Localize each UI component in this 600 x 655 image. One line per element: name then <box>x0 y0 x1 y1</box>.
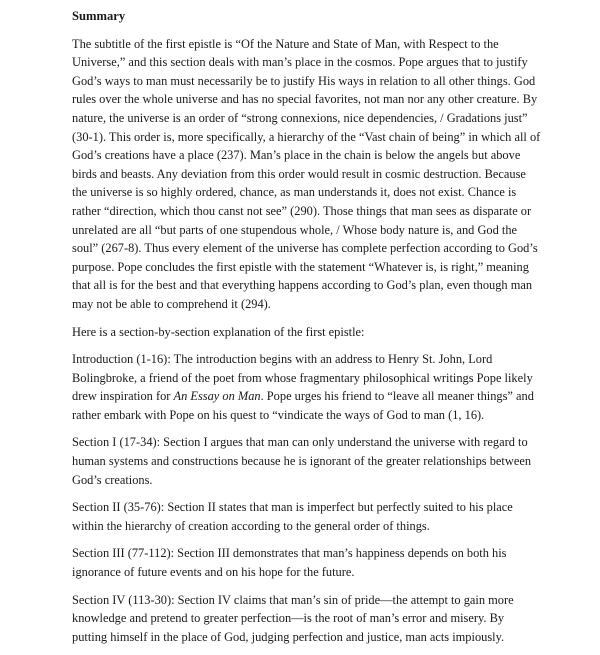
section-1-paragraph: Section I (17-34): Section I argues that man can only understand the universe with regard to human systems and constructions because he is ignorant of the greater relationships between God’s creations. <box>72 435 532 487</box>
section-4-paragraph: Section IV (113-30): Section IV claims that man’s sin of pride—the attempt to gain more knowledge and pretend to greater perfection—is the root of man’s error and misery. By putting himself in the place of God, judging perfection and justice, man acts impiously. <box>72 592 514 644</box>
section-2-paragraph: Section II (35-76): Section II states that man is imperfect but perfectly suited to his place within the hierarchy of creation according to the general order of things. <box>72 500 513 533</box>
explanation-intro-paragraph: Here is a section-by-section explanation of the first epistle: <box>72 324 365 339</box>
book-title: An Essay on Man <box>173 389 261 404</box>
summary-paragraph: The subtitle of the first epistle is “Of the Nature and State of Man, with Respect to the Universe,” and this section deals with man’s place in the cosmos. Pope argues that to justify God’s ways to man must necessarily be to justify His ways in relation to all other things. God rules over the whole universe and has no special favorites, not man nor any other creature. By nature, the universe is an order of “strong connexions, nice dependencies, / Gradations just” (30-1). This order is, more specifically, a hierarchy of the “Vast chain of being” in which all of God’s creations have a place (237). Man’s place in the chain is below the angels but above birds and beasts. Any deviation from this order would result in cosmic destruction. Because the universe is so highly ordered, chance, as man understands it, does not exist. Chance is rather “direction, which thou canst not see” (290). Those things that man sees as disparate or unrelated are all “but parts of one stupendous whole, / Whose body nature is, and God the soul” (267-8). Thus every element of the universe has complete perfection according to God’s purpose. Pope concludes the first epistle with the statement “Whatever is, is right,” meaning that all is for the best and that everything happens according to God’s plan, even though man may not be able to comprehend it (294). <box>72 36 541 311</box>
introduction-text-before: Introduction (1-16): The introduction begins with an address to Henry St. John, Lord Bolingbroke, a friend of the poet from whose fragmentary philosophical writings Pope likely drew inspiration for <box>72 352 533 404</box>
introduction-text-after: . Pope urges his friend to “leave all meaner things” and rather embark with Pope on his quest to “vindicate the ways of God to man (1, 16). <box>72 389 534 422</box>
section-3-paragraph: Section III (77-112): Section III demonstrates that man’s happiness depends on both his ignorance of future events and on his hope for the future. <box>72 546 507 580</box>
section-heading: Summary <box>72 9 126 23</box>
introduction-paragraph <box>72 350 542 424</box>
document-page <box>72 7 542 655</box>
